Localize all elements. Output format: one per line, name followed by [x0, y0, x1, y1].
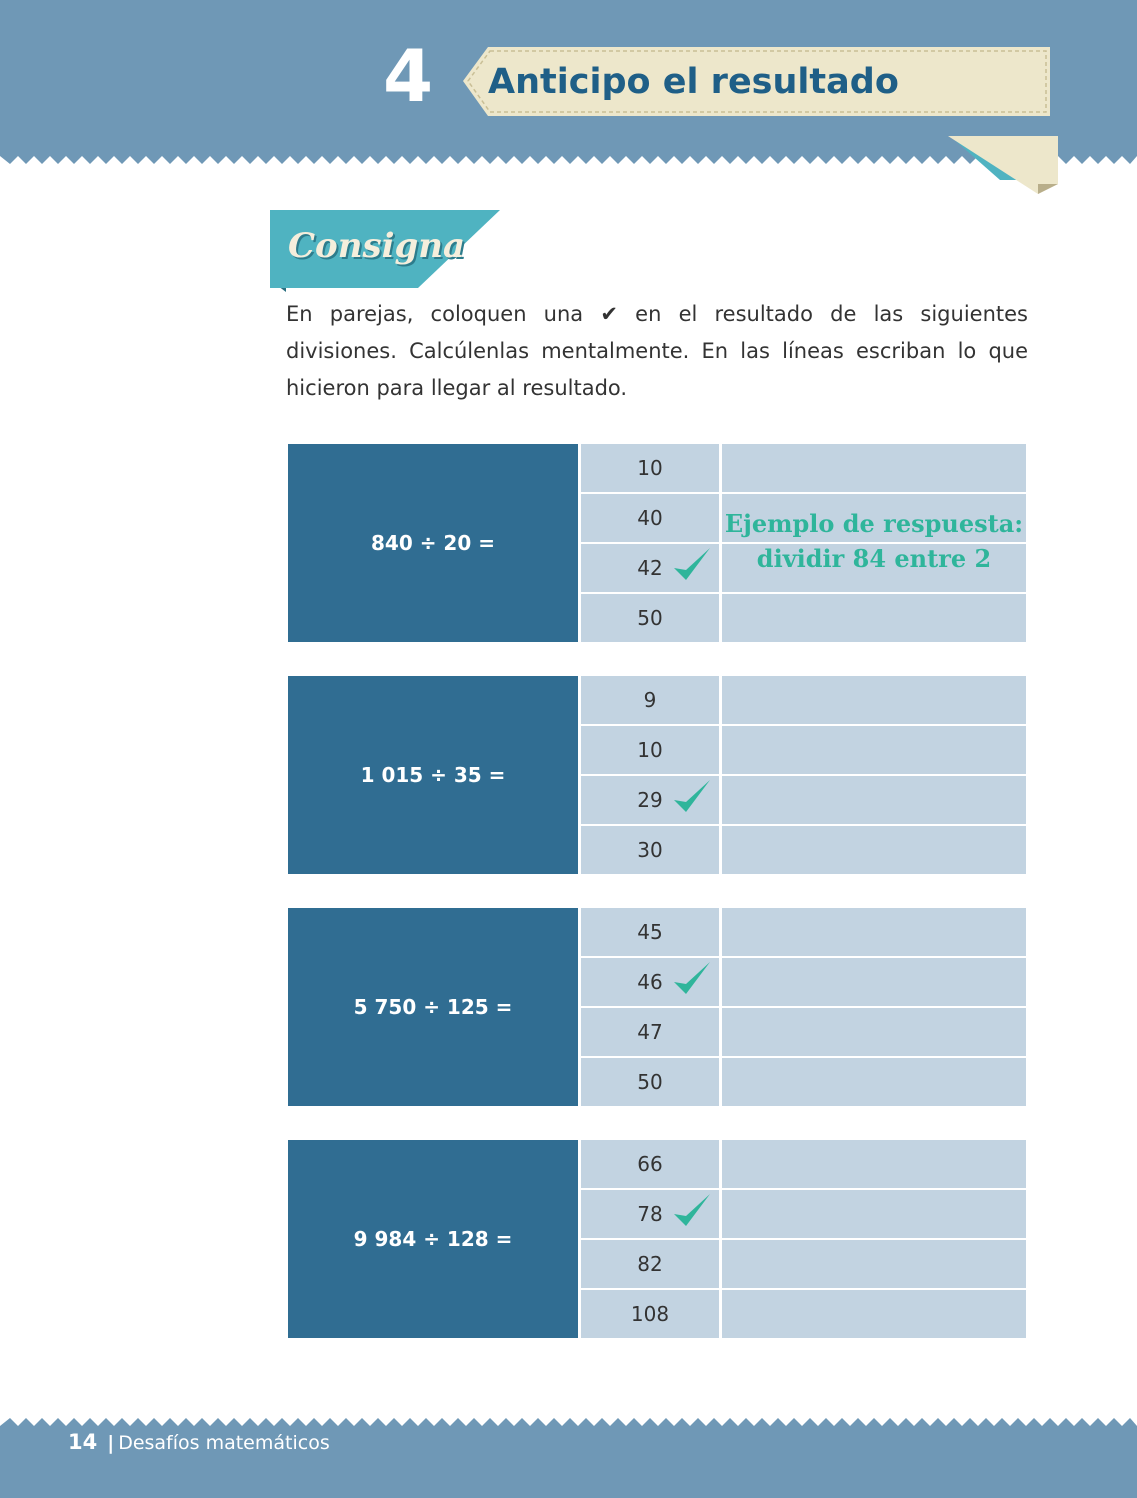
answer-option[interactable]: 82 [581, 1240, 719, 1288]
division-problem-4 [288, 1140, 1026, 1338]
answer-option[interactable]: 30 [581, 826, 719, 874]
answer-option[interactable]: 40 [581, 494, 719, 542]
writing-line[interactable] [722, 594, 1026, 642]
writing-line[interactable] [722, 826, 1026, 874]
answer-option[interactable]: 10 [581, 444, 719, 492]
division-problem-3 [288, 908, 1026, 1106]
writing-line[interactable] [722, 908, 1026, 956]
writing-line[interactable] [722, 1008, 1026, 1056]
division-expression: 1 015 ÷ 35 = [288, 676, 578, 874]
example-answer-line: dividir 84 entre 2 [756, 544, 992, 573]
consigna-label: Consigna [288, 226, 466, 266]
answer-option[interactable]: 66 [581, 1140, 719, 1188]
writing-line[interactable] [722, 1240, 1026, 1288]
lesson-title: Anticipo el resultado [488, 62, 899, 102]
writing-line[interactable] [722, 444, 1026, 492]
footer-band [0, 1410, 1137, 1498]
answer-option[interactable]: 29 [581, 776, 719, 824]
answer-option[interactable]: 108 [581, 1290, 719, 1338]
writing-line[interactable] [722, 726, 1026, 774]
writing-line[interactable] [722, 1058, 1026, 1106]
writing-line[interactable] [722, 958, 1026, 1006]
division-problem-2 [288, 676, 1026, 874]
writing-line[interactable] [722, 1140, 1026, 1188]
page-number: 14 [68, 1430, 98, 1454]
answer-option[interactable]: 50 [581, 1058, 719, 1106]
answer-option[interactable]: 78 [581, 1190, 719, 1238]
checkmark-icon [672, 1192, 712, 1232]
book-title: Desafíos matemáticos [118, 1432, 330, 1454]
division-expression: 9 984 ÷ 128 = [288, 1140, 578, 1338]
example-answer-line: Ejemplo de respuesta: [724, 509, 1024, 538]
instructions-text-end: en el resultado de las siguientes divisiones. Calcúlenlas mentalmente. En las líneas escriban lo que hicieron para llegar al resultado. [286, 302, 1028, 400]
writing-line[interactable] [722, 676, 1026, 724]
answer-option[interactable]: 46 [581, 958, 719, 1006]
answer-option[interactable]: 45 [581, 908, 719, 956]
division-problem-1 [288, 444, 1026, 642]
answer-option[interactable]: 10 [581, 726, 719, 774]
instructions [286, 296, 1028, 407]
checkmark-icon [672, 960, 712, 1000]
lesson-number: 4 [382, 34, 434, 118]
answer-option[interactable]: 47 [581, 1008, 719, 1056]
division-expression: 5 750 ÷ 125 = [288, 908, 578, 1106]
writing-line[interactable] [722, 776, 1026, 824]
division-expression: 840 ÷ 20 = [288, 444, 578, 642]
answer-option[interactable]: 42 [581, 544, 719, 592]
answer-option[interactable]: 9 [581, 676, 719, 724]
checkmark-icon [672, 546, 712, 586]
footer [68, 1430, 330, 1454]
footer-separator: | [107, 1432, 115, 1454]
checkmark-icon: ✔ [600, 302, 618, 326]
checkmark-icon [672, 778, 712, 818]
answer-option[interactable]: 50 [581, 594, 719, 642]
instructions-text-start: En parejas, coloquen una [286, 302, 584, 326]
example-answer [722, 506, 1026, 576]
writing-line[interactable] [722, 1190, 1026, 1238]
writing-line[interactable] [722, 1290, 1026, 1338]
